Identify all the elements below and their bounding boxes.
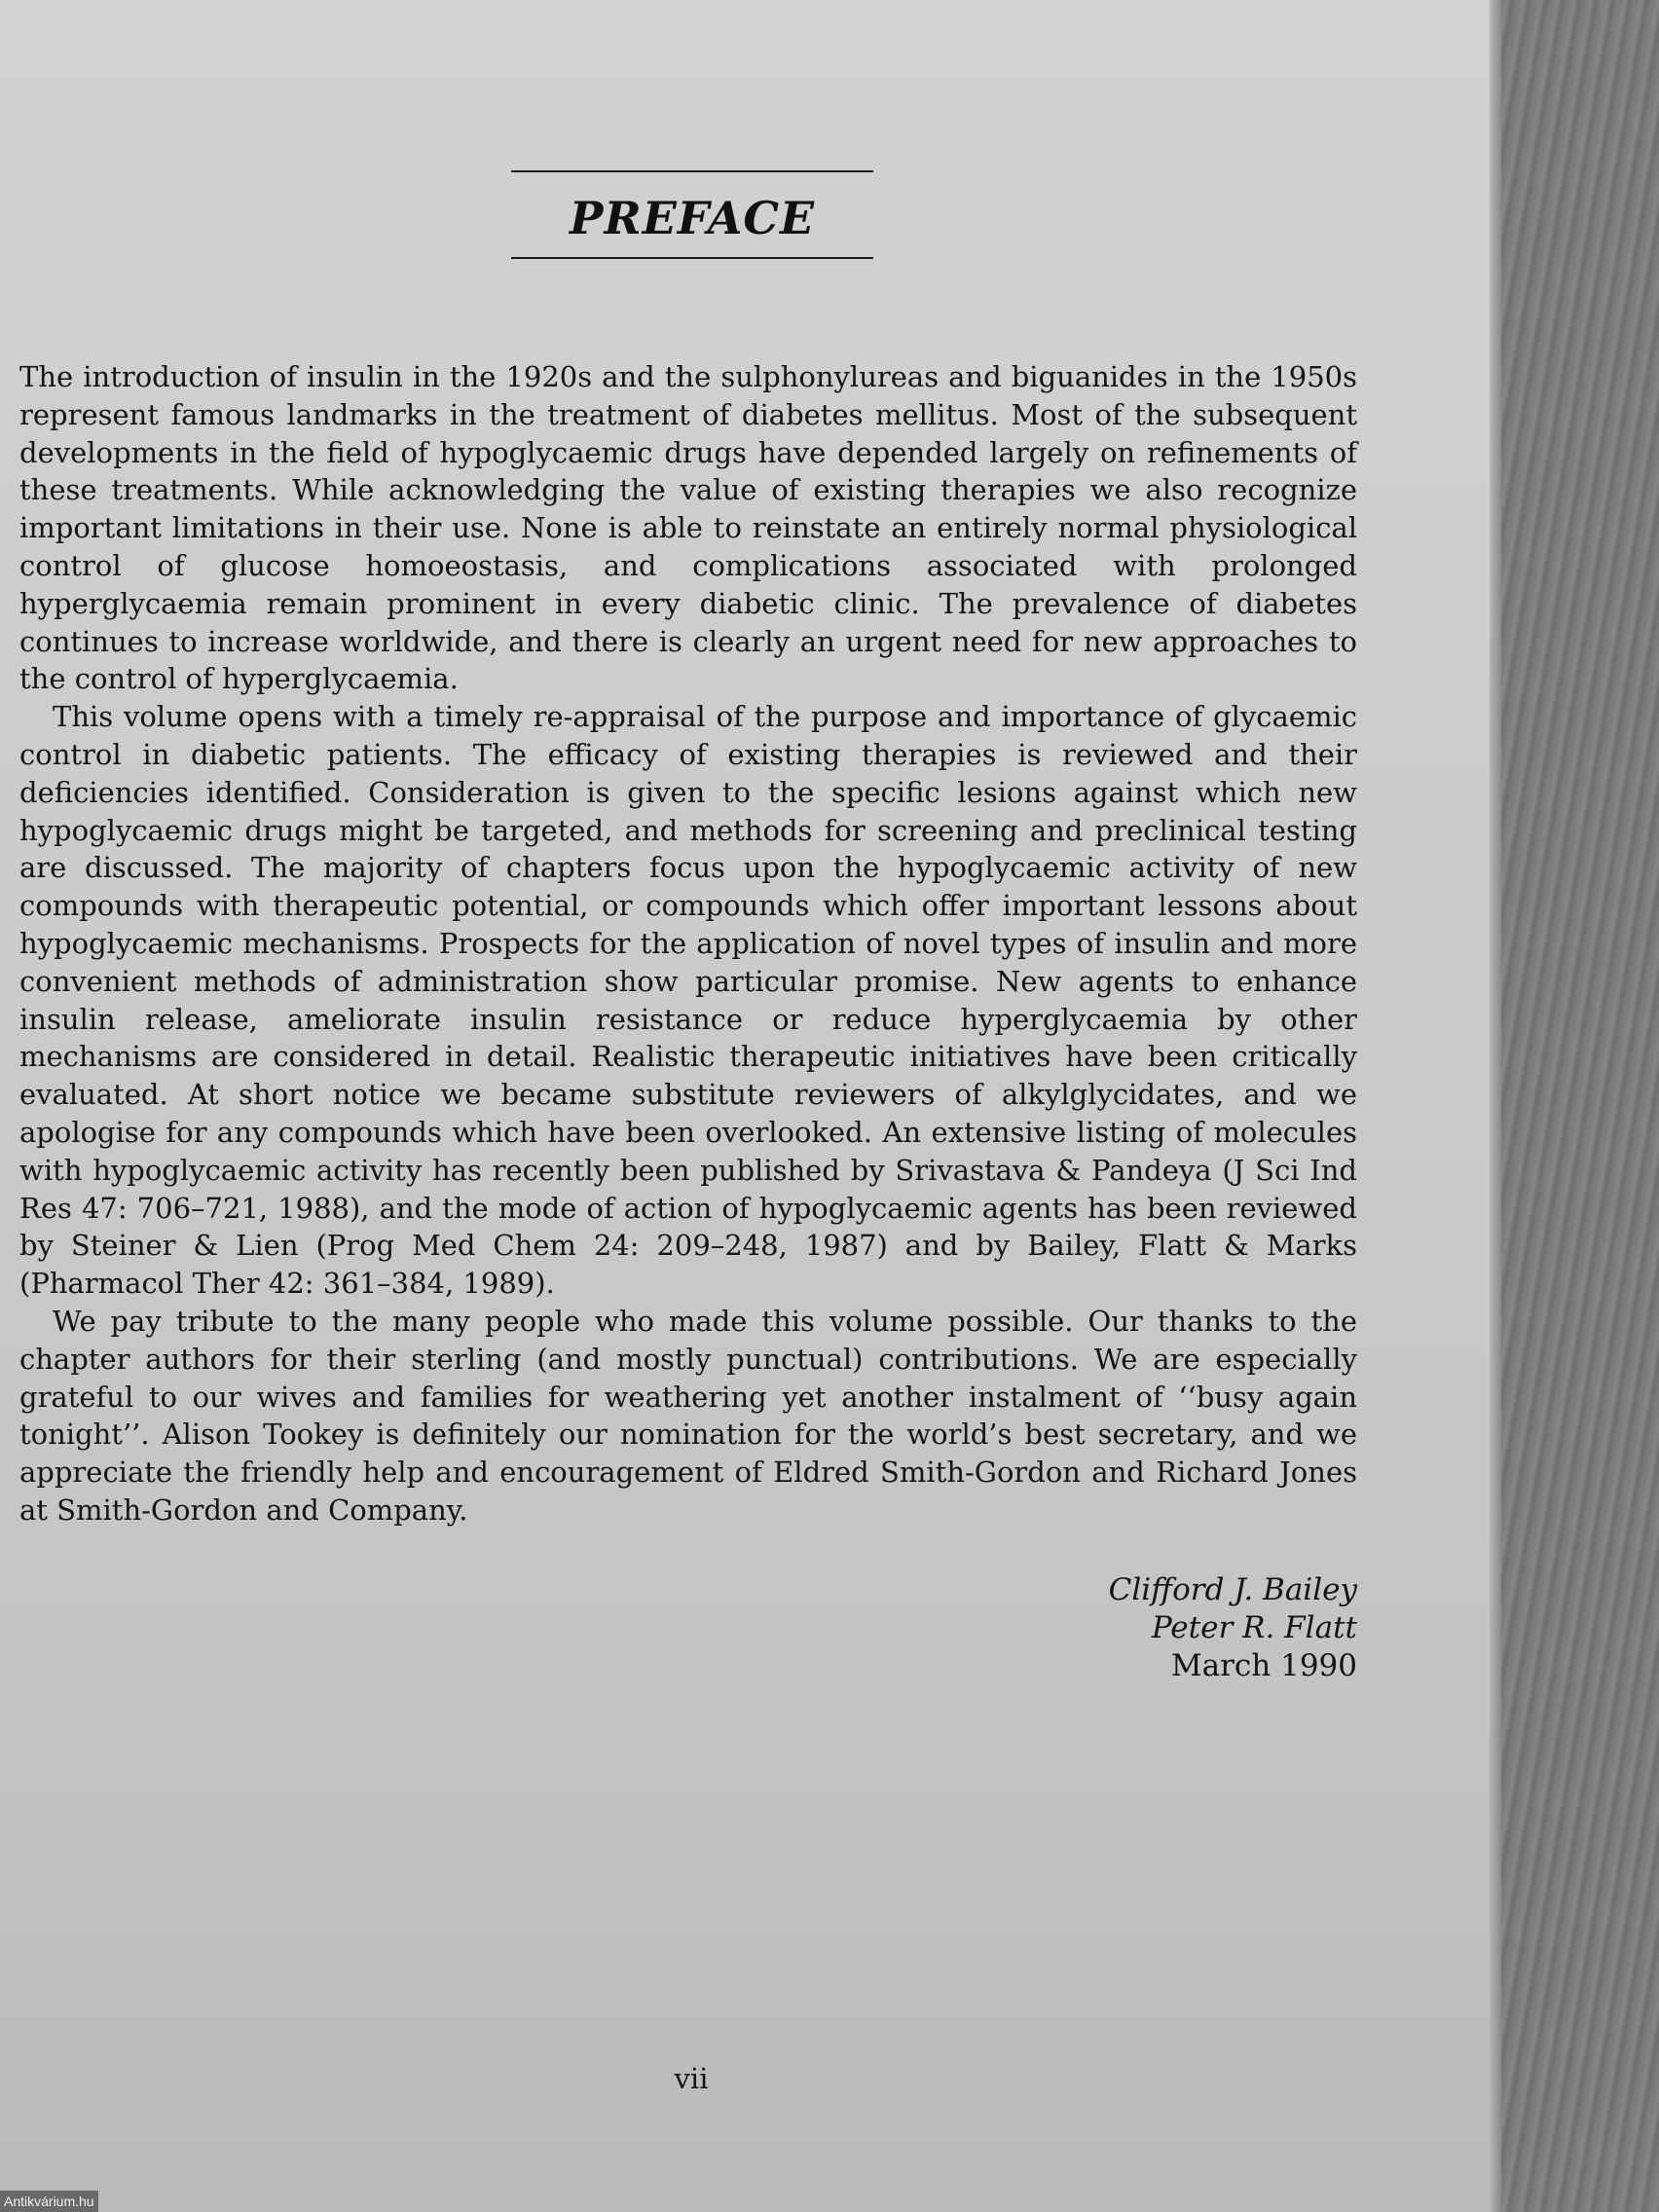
signature-block	[1003, 1571, 1357, 1685]
author-1: Clifford J. Bailey	[1108, 1572, 1357, 1607]
watermark: Antikvárium.hu	[0, 2191, 98, 2212]
paragraph-3: We pay tribute to the many people who made this volume possible. Our thanks to the chapter authors for their sterling (and mostly punctual) contributions. We are especially grateful to our wives and families for weathering yet another instalment of ‘‘busy again tonight’’. Alison Tookey is definitely our nomination for the world’s best secretary, and we appreciate the friendly help and encouragement of Eldred Smith-Gordon and Richard Jones at Smith-Gordon and Company.	[19, 1304, 1357, 1527]
author-2: Peter R. Flatt	[1151, 1610, 1357, 1645]
preface-body	[19, 358, 1357, 1530]
page-edge	[1490, 0, 1501, 2212]
paragraph-2: This volume opens with a timely re-appraisal of the purpose and importance of glycaemic control in diabetic patients. The efficacy of existing therapies is reviewed and their deficiencies identified. Consideration is given to the specific lesions against which new hypoglycaemic drugs might be targeted, and methods for screening and preclinical testing are discussed. The majority of chapters focus upon the hypoglycaemic activity of new compounds with therapeutic potential, or compounds which offer important lessons about hypoglycaemic mechanisms. Prospects for the application of novel types of insulin and more convenient methods of administration show particular promise. New agents to enhance insulin release, ameliorate insulin resistance or reduce hyperglycaemia by other mechanisms are considered in detail. Realistic therapeutic initiatives have been critically evaluated. At short notice we became substitute reviewers of alkylglycidates, and we apologise for any compounds which have been overlooked. An extensive listing of molecules with hypoglycaemic activity has recently been published by Srivastava & Pandeya (J Sci Ind Res 47: 706–721, 1988), and the mode of action of hypoglycaemic agents has been reviewed by Steiner & Lien (Prog Med Chem 24: 209–248, 1987) and by Bailey, Flatt & Marks (Pharmacol Ther 42: 361–384, 1989).	[19, 700, 1357, 1301]
title-rule-top	[511, 170, 873, 172]
paragraph-1: The introduction of insulin in the 1920s and the sulphonylureas and biguanides in the 1950s represent famous landmarks in the treatment of diabetes mellitus. Most of the subsequent developments in the field of hypoglycaemic drugs have depended largely on refinements of these treatments. While acknowledging the value of existing therapies we also recognize important limitations in their use. None is able to reinstate an entirely normal physiological control of glucose homoeostasis, and complications associated with prolonged hyperglycaemia remain prominent in every diabetic clinic. The prevalence of diabetes continues to increase worldwide, and there is clearly an urgent need for new approaches to the control of hyperglycaemia.	[19, 360, 1357, 696]
title-rule-bottom	[511, 257, 873, 259]
background-surface	[1501, 0, 1659, 2212]
page-number: vii	[674, 2062, 709, 2095]
signature-date: March 1990	[1170, 1648, 1357, 1683]
page-title: PREFACE	[569, 192, 816, 244]
